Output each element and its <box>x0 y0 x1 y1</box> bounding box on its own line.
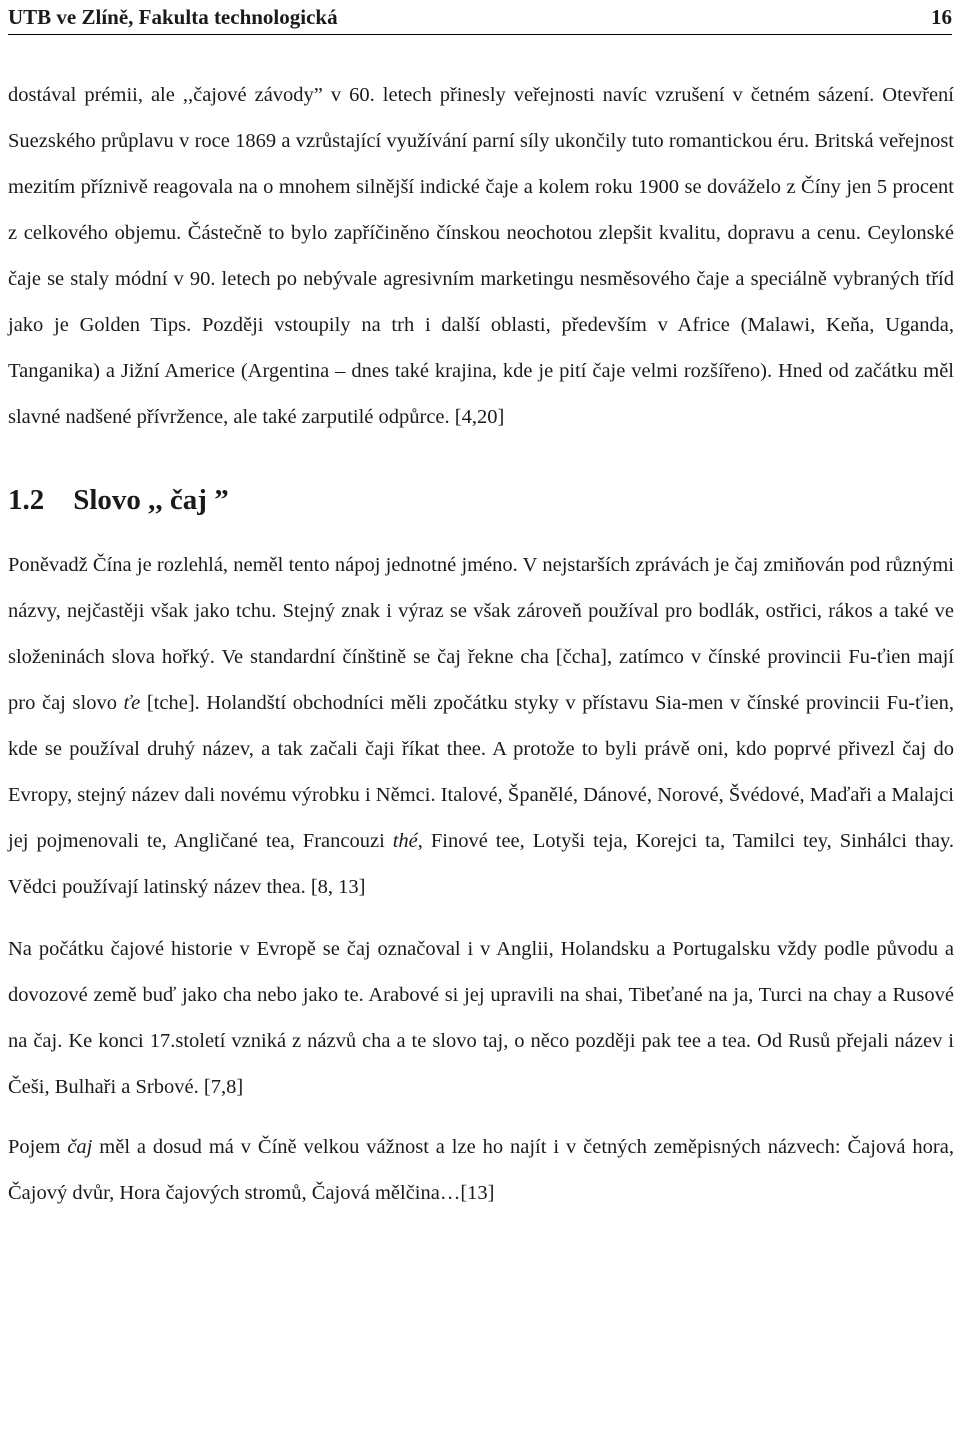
section-number: 1.2 <box>8 484 45 516</box>
page-header <box>8 0 952 35</box>
paragraph-2 <box>8 542 954 910</box>
paragraph-3: Na počátku čajové historie v Evropě se čaj označoval i v Anglii, Holandsku a Portugalsku vždy podle původu a dovozové země buď jako cha nebo jako te. Arabové si jej upravili na shai, Tibeťané na ja, Turci na chay a Rusové na čaj. Ke konci 17.století vzniká z názvů cha a te slovo taj, o něco později pak tee a tea. Od Rusů přejali název i Češi, Bulhaři a Srbové. [7,8] <box>8 938 954 1098</box>
section-title: Slovo ,, čaj ” <box>73 484 229 516</box>
paragraph-2-italic-1: ťe <box>123 692 141 714</box>
header-title: UTB ve Zlíně, Fakulta technologická <box>8 4 338 29</box>
paragraph-4-italic: čaj <box>67 1136 93 1158</box>
page-number: 16 <box>931 4 952 29</box>
paragraph-2-italic-2: thé <box>392 830 418 852</box>
paragraph-4-part-2: měl a dosud má v Číně velkou vážnost a lze ho najít i v četných zeměpisných názvech: Čajová hora, Čajový dvůr, Hora čajových stromů, Čajová mělčina…[13] <box>8 1136 954 1204</box>
paragraph-2-part-3: , Finové tee, Lotyši teja, Korejci ta, Tamilci tey, Sinhálci thay. Vědci používají latinský název thea. [8, 13] <box>8 830 954 898</box>
paragraph-4-part-1: Pojem <box>8 1136 68 1158</box>
paragraph-4 <box>8 1124 954 1216</box>
paragraph-1: dostával prémii, ale ,,čajové závody” v 60. letech přinesly veřejnosti navíc vzrušení v četném sázení. Otevření Suezského průplavu v roce 1869 a vzrůstající využívání parní síly ukončily tuto romantickou éru. Britská veřejnost mezitím příznivě reagovala na o mnohem silnější indické čaje a kolem roku 1900 se dováželo z Číny jen 5 procent z celkového objemu. Částečně to bylo zapříčiněno čínskou neochotou zlepšit kvalitu, dopravu a cenu. Ceylonské čaje se staly módní v 90. letech po nebývale agresivním marketingu nesměsového čaje a speciálně vybraných tříd jako je Golden Tips. Později vstoupily na trh i další oblasti, především v Africe (Malawi, Keňa, Uganda, Tanganika) a Jižní Americe (Argentina – dnes také krajina, kde je pití čaje velmi rozšířeno). Hned od začátku měl slavné nadšené přívržence, ale také zarputilé odpůrce. [4,20] <box>8 84 954 428</box>
paragraph-2-part-1: Poněvadž Čína je rozlehlá, neměl tento nápoj jednotné jméno. V nejstarších zprávách je čaj zmiňován pod různými názvy, nejčastěji však jako tchu. Stejný znak i výraz se však zároveň používal pro bodlák, ostřici, rákos a také ve složeninách slova hořký. Ve standardní čínštině se čaj řekne cha [čcha], zatímco v čínské provincii Fu-ťien mají pro čaj slovo <box>8 554 954 714</box>
paragraph-2-part-2: [tche]. Holandští obchodníci měli zpočátku styky v přístavu Sia-men v čínské provincii Fu-ťien, kde se používal druhý název, a tak začali čaji říkat thee. A protože to byli právě oni, kdo poprvé přivezl čaj do Evropy, stejný název dali novému výrobku i Němci. Italové, Španělé, Dánové, Norové, Švédové, Maďaři a Malajci jej pojmenovali te, Angličané tea, Francouzi <box>8 692 954 852</box>
page-content <box>8 72 954 1216</box>
section-heading <box>8 480 954 520</box>
